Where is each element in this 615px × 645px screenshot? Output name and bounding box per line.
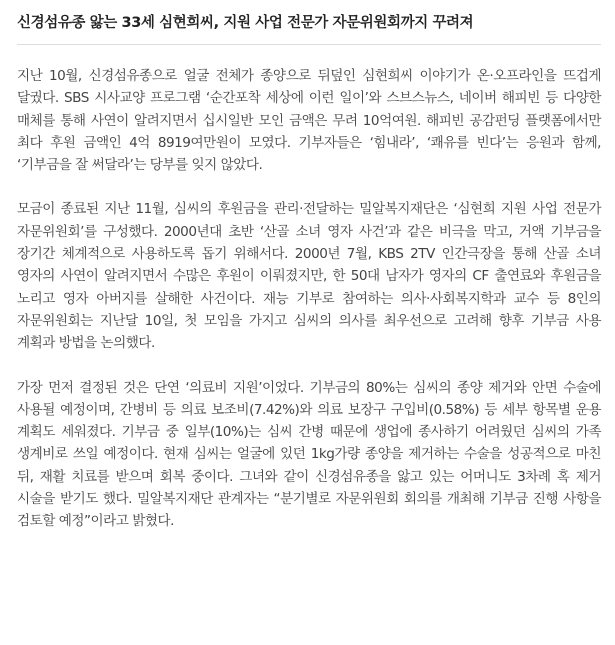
- article-paragraph: 가장 먼저 결정된 것은 단연 ‘의료비 지원’이었다. 기부금의 80%는 심씨의 종양 제거와 안면 수술에 사용될 예정이며, 간병비 등 의료 보조비(7.42%)와 의료 보장구 구입비(0.58%) 등 세부 항목별 운용 계획도 세워졌다. 기부금 중 일부(10%)는 심씨 간병 때문에 생업에 종사하기 어려웠던 심씨의 가족 생계비로 쓰일 예정이다. 현재 심씨는 얼굴에 있던 1kg가량 종양을 제거하는 수술을 성공적으로 마친 뒤, 재활 치료를 받으며 회복 중이다. 그녀와 같이 신경섬유종을 앓고 있는 어머니도 3차례 혹 제거 시술을 받기도 했다. 밀알복지재단 관계자는 “분기별로 자문위원회 회의를 개최해 기부금 진행 사항을 검토할 예정”이라고 밝혔다.: [17, 379, 601, 530]
- article-paragraph: 지난 10월, 신경섬유종으로 얼굴 전체가 종양으로 뒤덮인 심현희씨 이야기가 온·오프라인을 뜨겁게 달궜다. SBS 시사교양 프로그램 ‘순간포착 세상에 이런 일이’와 스브스뉴스, 네이버 해피빈 등 다양한 매체를 통해 사연이 알려지면서 십시일반 모인 금액은 무려 10억여원. 해피빈 공감펀딩 플랫폼에서만 최다 후원 금액인 4억 8919여만원이 모였다. 기부자들은 ‘힘내라’, ‘쾌유를 빈다’는 응원과 함께, ‘기부금을 잘 써달라’는 당부를 잊지 않았다.: [17, 68, 601, 174]
- headline-divider: [17, 44, 601, 45]
- article-paragraph: 모금이 종료된 지난 11월, 심씨의 후원금을 관리·전달하는 밀알복지재단은 ‘심현희 지원 사업 전문가 자문위원회’를 구성했다. 2000년대 초반 ‘산골 소녀 영자 사건’과 같은 비극을 막고, 거액 기부금을 장기간 체계적으로 사용하도록 돕기 위해서다. 2000년 7월, KBS 2TV 인간극장을 통해 산골 소녀 영자의 사연이 알려지면서 수많은 후원이 이뤄졌지만, 한 50대 남자가 영자의 CF 출연료와 후원금을 노리고 영자 아버지를 살해한 사건이다. 재능 기부로 참여하는 의사·사회복지학과 교수 등 8인의 자문위원회는 지난달 10일, 첫 모임을 가지고 심씨의 의사를 최우선으로 고려해 향후 기부금 사용 계획과 방법을 논의했다.: [17, 201, 601, 352]
- article-headline: 신경섬유종 앓는 33세 심현희씨, 지원 사업 전문가 자문위원회까지 꾸려져: [17, 15, 474, 31]
